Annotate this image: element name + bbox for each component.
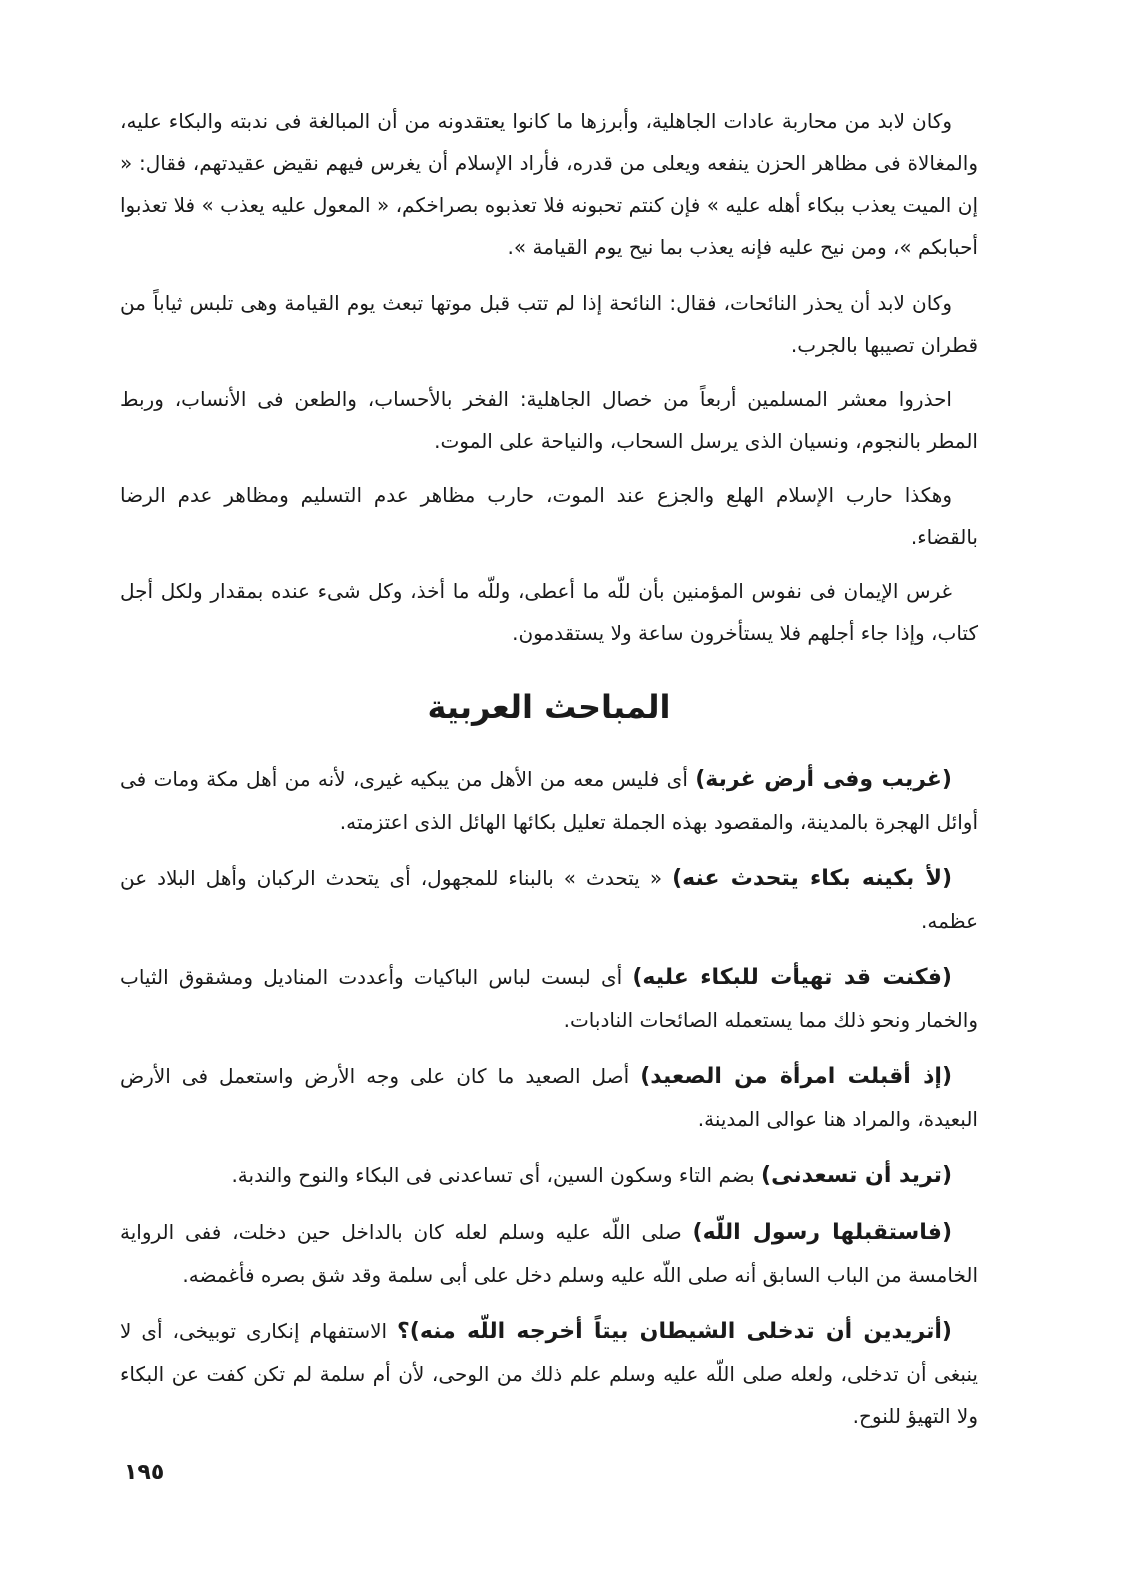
paragraph-2: وكان لابد أن يحذر النائحات، فقال: النائحة إذا لم تتب قبل موتها تبعث يوم القيامة وهى تلبس ثياباً من قطران تصيبها بالجرب. bbox=[120, 291, 978, 357]
paragraph-5: غرس الإيمان فى نفوس المؤمنين بأن للّه ما أعطى، وللّه ما أخذ، وكل شىء عنده بمقدار ولكل أجل كتاب، وإذا جاء أجلهم فلا يستأخرون ساعة ولا يستقدمون. bbox=[120, 579, 978, 645]
entry-text: « يتحدث » بالبناء للمجهول، أى يتحدث الركبان وأهل البلاد عن عظمه. bbox=[120, 866, 978, 933]
page-number: ١٩٥ bbox=[124, 1460, 165, 1485]
entry-term: (أتريدين أن تدخلى الشيطان بيتاً أخرجه اللّه منه)؟ bbox=[397, 1319, 952, 1344]
entry-2 bbox=[120, 857, 978, 942]
entry-term: (غريب وفى أرض غربة) bbox=[695, 767, 952, 792]
paragraph-4: وهكذا حارب الإسلام الهلع والجزع عند الموت، حارب مظاهر عدم التسليم ومظاهر عدم الرضا بالقضاء. bbox=[120, 483, 978, 549]
section-heading: المباحث العربية bbox=[427, 688, 671, 726]
entry-5 bbox=[120, 1154, 978, 1197]
entry-term: (إذ أقبلت امرأة من الصعيد) bbox=[640, 1064, 952, 1089]
entry-1 bbox=[120, 758, 978, 843]
entry-text: أى فليس معه من الأهل من يبكيه غيرى، لأنه من أهل مكة ومات فى أوائل الهجرة بالمدينة، والمقصود بهذه الجملة تعليل بكائها الهائل الذى اعتزمته. bbox=[120, 767, 978, 834]
entry-text: صلى اللّه عليه وسلم لعله كان بالداخل حين دخلت، ففى الرواية الخامسة من الباب السابق أنه صلى اللّه عليه وسلم دخل على أبى سلمة وقد شق بصره فأغمضه. bbox=[120, 1220, 978, 1287]
paragraph-3: احذروا معشر المسلمين أربعاً من خصال الجاهلية: الفخر بالأحساب، والطعن فى الأنساب، وربط المطر بالنجوم، ونسيان الذى يرسل السحاب، والنياحة على الموت. bbox=[120, 387, 978, 453]
page-body bbox=[120, 100, 978, 1451]
entry-7 bbox=[120, 1310, 978, 1437]
entry-text: الاستفهام إنكارى توبيخى، أى لا ينبغى أن تدخلى، ولعله صلى اللّه عليه وسلم علم ذلك من الوحى، لأن أم سلمة لم تكن كفت عن البكاء ولا التهيؤ للنوح. bbox=[120, 1319, 978, 1428]
paragraph-1: وكان لابد من محاربة عادات الجاهلية، وأبرزها ما كانوا يعتقدونه من أن المبالغة فى ندبته والبكاء عليه، والمغالاة فى مظاهر الحزن ينفعه ويعلى من قدره، فأراد الإسلام أن يغرس فيهم نقيض عقيدتهم، فقال: « إن الميت يعذب ببكاء أهله عليه » فإن كنتم تحبونه فلا تعذبوه بصراخكم، « المعول عليه يعذب » فلا تعذبوا أحبابكم »، ومن نيح عليه فإنه يعذب بما نيح يوم القيامة ». bbox=[120, 109, 978, 259]
entry-3 bbox=[120, 956, 978, 1041]
entry-term: (لأ بكينه بكاء يتحدث عنه) bbox=[672, 866, 953, 891]
entry-6 bbox=[120, 1211, 978, 1296]
entry-term: (تريد أن تسعدنى) bbox=[761, 1163, 952, 1188]
entry-text: أصل الصعيد ما كان على وجه الأرض واستعمل فى الأرض البعيدة، والمراد هنا عوالى المدينة. bbox=[120, 1064, 978, 1131]
entry-text: بضم التاء وسكون السين، أى تساعدنى فى البكاء والنوح والندبة. bbox=[231, 1163, 762, 1187]
entry-text: أى لبست لباس الباكيات وأعددت المناديل ومشقوق الثياب والخمار ونحو ذلك مما يستعمله الصائحات النادبات. bbox=[120, 965, 978, 1032]
entry-term: (فكنت قد تهيأت للبكاء عليه) bbox=[632, 965, 952, 990]
entry-4 bbox=[120, 1055, 978, 1140]
entry-term: (فاستقبلها رسول اللّه) bbox=[692, 1220, 952, 1245]
